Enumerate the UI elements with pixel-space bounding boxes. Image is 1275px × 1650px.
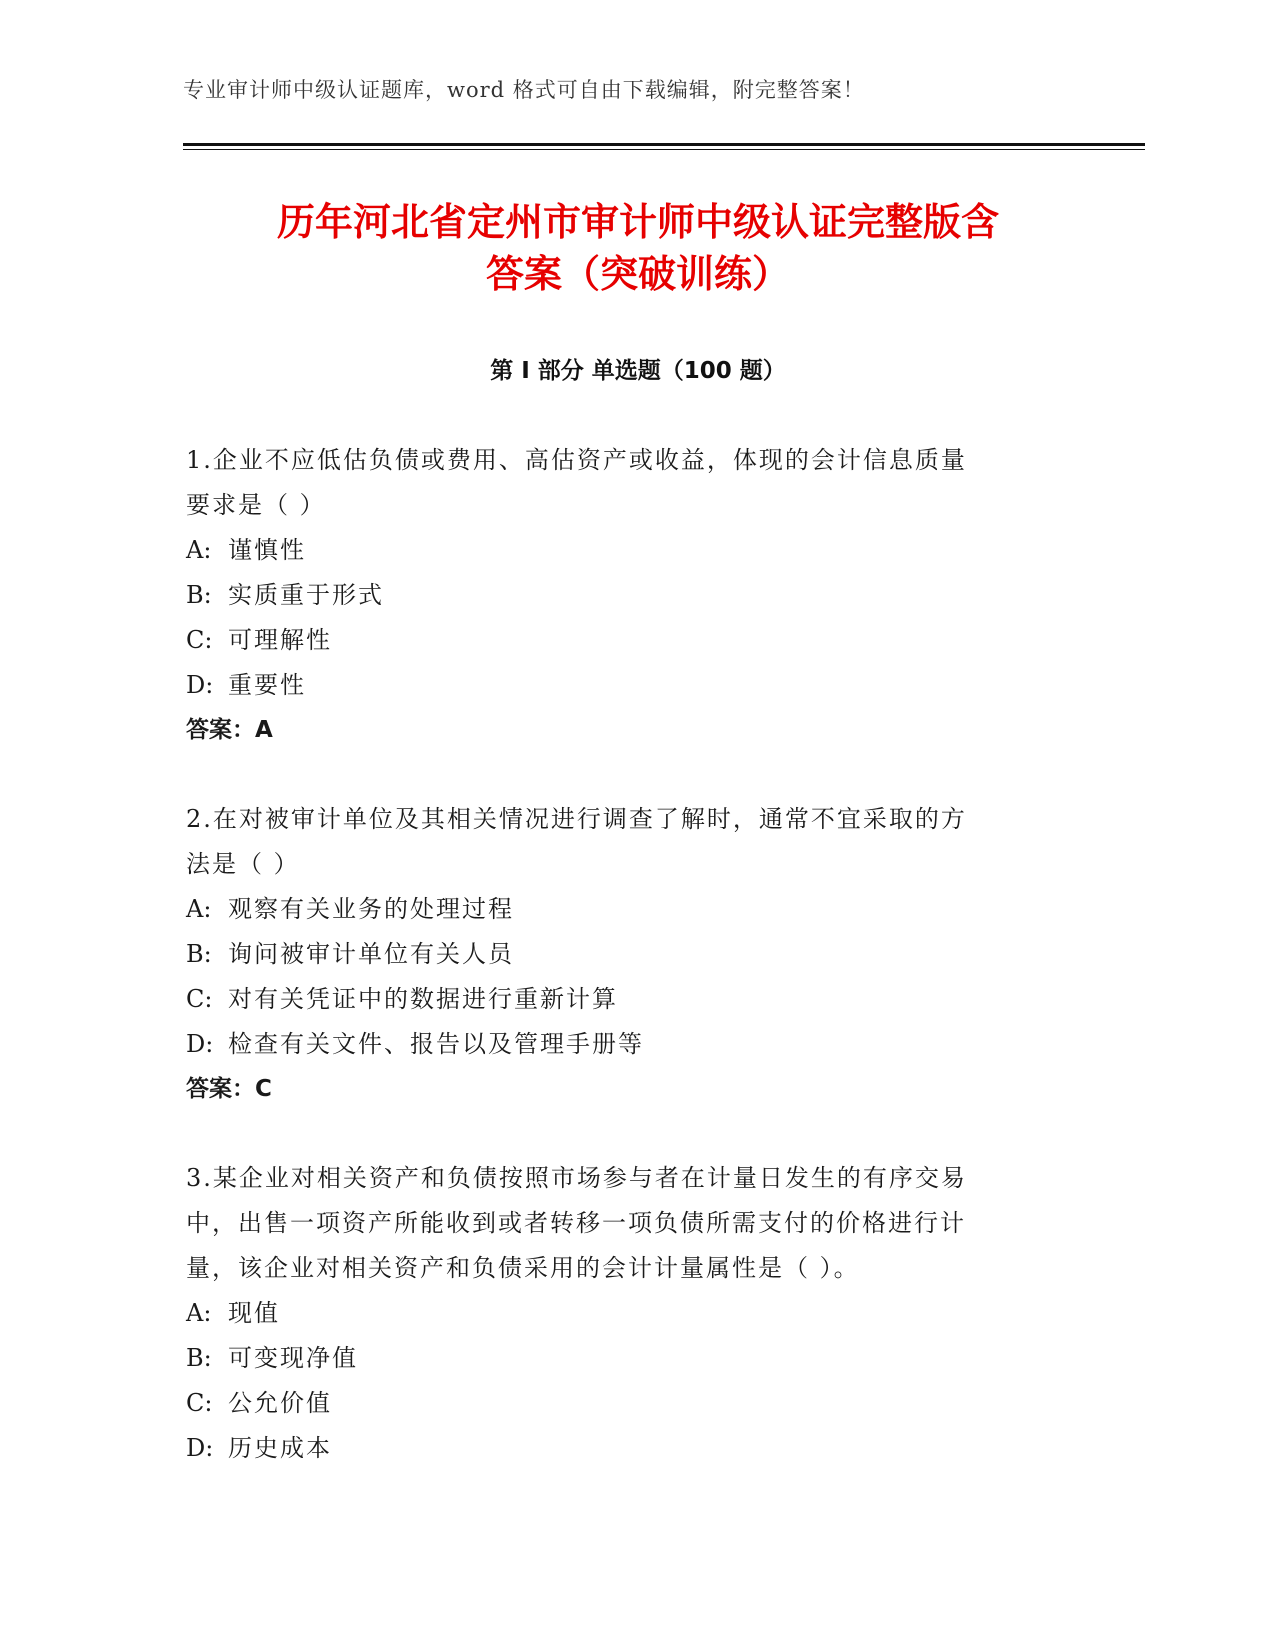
question-1-option-c bbox=[186, 618, 1066, 663]
question-2-option-d bbox=[186, 1022, 1066, 1067]
title-line-2: 答案（突破训练） bbox=[485, 252, 790, 296]
header-note: 专业审计师中级认证题库，word 格式可自由下载编辑，附完整答案！ bbox=[183, 78, 865, 102]
option-text: 观察有关业务的处理过程 bbox=[228, 895, 514, 923]
option-text: 询问被审计单位有关人员 bbox=[228, 940, 514, 968]
question-3 bbox=[186, 1156, 1066, 1471]
question-1-option-a bbox=[186, 528, 1066, 573]
option-key: D: bbox=[186, 1434, 214, 1462]
question-2-option-a bbox=[186, 887, 1066, 932]
question-3-option-b bbox=[186, 1336, 1066, 1381]
question-1-option-b bbox=[186, 573, 1066, 618]
option-key: C: bbox=[186, 1389, 213, 1417]
question-3-option-d bbox=[186, 1426, 1066, 1471]
question-2-option-b bbox=[186, 932, 1066, 977]
question-2-stem-line-1: 2.在对被审计单位及其相关情况进行调查了解时，通常不宜采取的方 bbox=[186, 805, 967, 833]
question-2-stem-line-2: 法是（ ） bbox=[186, 850, 300, 878]
question-3-stem-line-2: 中，出售一项资产所能收到或者转移一项负债所需支付的价格进行计 bbox=[186, 1209, 966, 1237]
question-3-option-c bbox=[186, 1381, 1066, 1426]
option-text: 对有关凭证中的数据进行重新计算 bbox=[228, 985, 618, 1013]
question-2-option-c bbox=[186, 977, 1066, 1022]
option-key: B: bbox=[186, 1344, 212, 1372]
option-text: 实质重于形式 bbox=[228, 581, 384, 609]
question-list bbox=[186, 438, 1066, 1515]
option-text: 公允价值 bbox=[228, 1389, 332, 1417]
option-text: 现值 bbox=[228, 1299, 280, 1327]
question-2-answer: 答案：C bbox=[186, 1076, 272, 1102]
header-rule-thick bbox=[183, 143, 1145, 146]
option-key: C: bbox=[186, 985, 213, 1013]
option-text: 历史成本 bbox=[228, 1434, 332, 1462]
title-line-1: 历年河北省定州市审计师中级认证完整版含 bbox=[276, 200, 999, 244]
header-rule-thin bbox=[183, 149, 1145, 150]
option-key: B: bbox=[186, 940, 212, 968]
option-text: 谨慎性 bbox=[228, 536, 306, 564]
question-1-option-d bbox=[186, 663, 1066, 708]
option-text: 检查有关文件、报告以及管理手册等 bbox=[228, 1030, 644, 1058]
question-3-stem-line-1: 3.某企业对相关资产和负债按照市场参与者在计量日发生的有序交易 bbox=[186, 1164, 967, 1192]
option-text: 可理解性 bbox=[228, 626, 332, 654]
question-3-stem-line-3: 量，该企业对相关资产和负债采用的会计计量属性是（ ）。 bbox=[186, 1254, 860, 1282]
section-heading: 第 I 部分 单选题（100 题） bbox=[490, 358, 786, 384]
option-key: A: bbox=[186, 895, 212, 923]
option-key: D: bbox=[186, 671, 214, 699]
option-key: A: bbox=[186, 1299, 212, 1327]
option-key: A: bbox=[186, 536, 212, 564]
question-1-answer: 答案：A bbox=[186, 717, 273, 743]
option-text: 可变现净值 bbox=[228, 1344, 358, 1372]
question-1-stem-line-1: 1.企业不应低估负债或费用、高估资产或收益，体现的会计信息质量 bbox=[186, 446, 967, 474]
question-1 bbox=[186, 438, 1066, 753]
document-title bbox=[183, 196, 1093, 300]
option-key: C: bbox=[186, 626, 213, 654]
question-1-stem-line-2: 要求是（ ） bbox=[186, 491, 326, 519]
question-3-option-a bbox=[186, 1291, 1066, 1336]
option-key: B: bbox=[186, 581, 212, 609]
option-text: 重要性 bbox=[228, 671, 306, 699]
question-2 bbox=[186, 797, 1066, 1112]
option-key: D: bbox=[186, 1030, 214, 1058]
